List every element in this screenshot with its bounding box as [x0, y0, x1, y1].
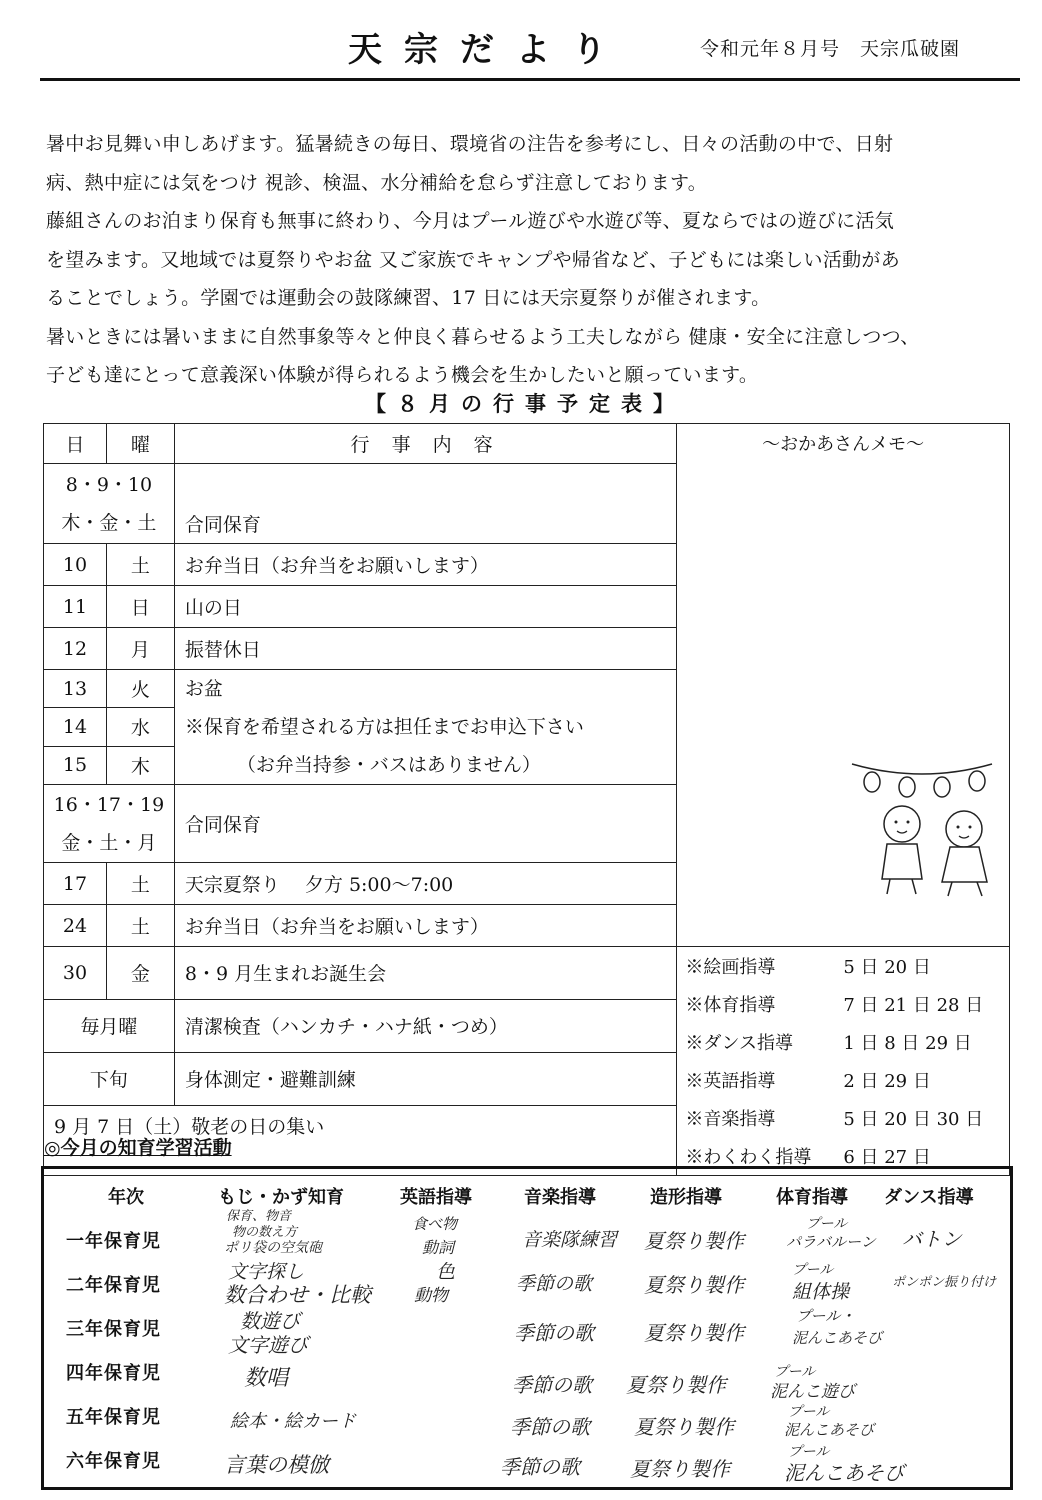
handwritten-note: プール — [788, 1444, 830, 1460]
handwritten-note: プール — [806, 1216, 848, 1232]
day: 12 — [44, 628, 107, 670]
row-content-obon — [174, 670, 676, 785]
day: 30 — [44, 947, 107, 1000]
row-content: 8・9 月生まれお誕生会 — [174, 947, 676, 1000]
handwritten-note: 文字探し — [228, 1261, 305, 1283]
handwritten-note: 季節の歌 — [512, 1373, 592, 1397]
handwritten-note: プール — [774, 1364, 816, 1380]
newsletter-title: 天宗だより — [348, 30, 628, 70]
guidance-dates: 6 日 27 日 — [843, 1147, 931, 1168]
intro-line: 子ども達にとって意義深い体験が得られるよう機会を生かしたいと願っています。 — [46, 364, 759, 386]
handwritten-note: 色 — [436, 1261, 456, 1283]
guidance-list — [677, 947, 1009, 1175]
row-content: 清潔検査（ハンカチ・ハナ紙・つめ） — [174, 999, 676, 1052]
day: 10 — [44, 544, 107, 586]
day: 16・17・19 — [53, 793, 165, 816]
row-content: 合同保育 — [174, 464, 676, 544]
guidance-name: ※絵画指導 — [685, 957, 776, 978]
guidance-name: ※英語指導 — [685, 1071, 776, 1092]
grade-label: 四年保育児 — [66, 1363, 161, 1384]
guidance-name: ※音楽指導 — [685, 1109, 776, 1130]
weekday: 土 — [106, 905, 174, 947]
col-header: ダンス指導 — [884, 1187, 974, 1208]
handwritten-note: ポリ袋の空気砲 — [224, 1240, 322, 1256]
row-content: 天宗夏祭り 夕方 5:00～7:00 — [174, 863, 676, 905]
handwritten-note: 季節の歌 — [510, 1415, 590, 1439]
handwritten-note: 夏祭り製作 — [644, 1229, 744, 1253]
col-header: 造形指導 — [650, 1187, 722, 1208]
schedule-table — [43, 423, 1010, 1176]
weekday: 木・金・土 — [61, 511, 157, 534]
row-content: 9 月 7 日（土）敬老の日の集い — [44, 1105, 677, 1175]
handwritten-note: 数遊び — [240, 1309, 300, 1333]
handwritten-note: プール — [792, 1262, 834, 1278]
row-content: 合同保育 — [174, 785, 676, 863]
handwritten-note: 動詞 — [422, 1238, 455, 1257]
guidance-name: ※わくわく指導 — [685, 1147, 812, 1168]
weekday: 月 — [106, 628, 174, 670]
intro-line: 藤組さんのお泊まり保育も無事に終わり、今月はプール遊びや水遊び等、夏ならではの遊びに活気 — [46, 210, 895, 232]
guidance-name: ※体育指導 — [685, 995, 776, 1016]
row-content: 振替休日 — [174, 628, 676, 670]
handwritten-note: 絵本・絵カード — [230, 1411, 356, 1432]
guidance-dates: 5 日 20 日 — [843, 957, 931, 978]
weekday: 日 — [106, 586, 174, 628]
handwritten-note: 食べ物 — [412, 1215, 458, 1233]
memo-area — [677, 424, 1010, 947]
handwritten-note: 数唱 — [244, 1366, 289, 1391]
guidance-area — [677, 947, 1010, 1176]
memo-title: ～おかあさんメモ～ — [762, 434, 925, 455]
schedule-title: 【８月の行事予定表】 — [365, 391, 685, 416]
grade-label: 六年保育児 — [66, 1451, 161, 1472]
activities-box — [41, 1166, 1013, 1490]
weekday: 土 — [106, 544, 174, 586]
col-header: 年次 — [108, 1187, 144, 1208]
grade-label: 二年保育児 — [66, 1275, 161, 1296]
header-rule — [40, 78, 1020, 81]
row-day-multi — [44, 785, 175, 863]
col-header: もじ・かず知育 — [218, 1187, 344, 1208]
day: 14 — [44, 708, 107, 746]
intro-text — [46, 125, 1021, 395]
handwritten-note: 動物 — [414, 1286, 448, 1306]
handwritten-note: バトン — [902, 1227, 962, 1251]
handwritten-note: 泥んこあそび — [784, 1421, 875, 1439]
intro-line: を望みます。又地域では夏祭りやお盆 又ご家族でキャンプや帰省など、子どもには楽しい活動があ — [46, 248, 901, 271]
row-content: お弁当日（お弁当をお願いします） — [174, 544, 676, 586]
guidance-dates: 2 日 29 日 — [843, 1071, 931, 1092]
handwritten-note: 夏祭り製作 — [626, 1373, 726, 1397]
weekday: 火 — [106, 670, 174, 708]
handwritten-note: パラバルーン — [786, 1233, 876, 1251]
col-header: 体育指導 — [776, 1187, 848, 1208]
festival-children-illustration — [842, 754, 1002, 904]
handwritten-note: 夏祭り製作 — [634, 1415, 734, 1439]
row-content: 身体測定・避難訓練 — [174, 1052, 676, 1105]
col-header: 英語指導 — [400, 1187, 472, 1208]
guidance-name: ※ダンス指導 — [685, 1033, 793, 1054]
intro-line: ることでしょう。学園では運動会の鼓隊練習、17 日には天宗夏祭りが催されます。 — [46, 287, 771, 309]
weekday: 金 — [106, 947, 174, 1000]
handwritten-note: 季節の歌 — [516, 1273, 593, 1295]
handwritten-note: 夏祭り製作 — [630, 1457, 730, 1481]
handwritten-note: 季節の歌 — [500, 1455, 580, 1479]
row-content: お弁当日（お弁当をお願いします） — [174, 905, 676, 947]
weekday: 水 — [106, 708, 174, 746]
intro-line: 暑中お見舞い申しあげます。猛暑続きの毎日、環境省の注告を参考にし、日々の活動の中で、日射 — [46, 133, 894, 155]
day: 13 — [44, 670, 107, 708]
day: 毎月曜 — [44, 999, 175, 1052]
day: 17 — [44, 863, 107, 905]
handwritten-note: 文字遊び — [228, 1333, 308, 1357]
header-content: 行 事 内 容 — [174, 424, 676, 464]
handwritten-note: 泥んこあそび — [792, 1329, 883, 1347]
handwritten-note: プール・ — [796, 1307, 856, 1325]
handwritten-note: 保育、物音 — [226, 1209, 292, 1224]
intro-line: 暑いときには暑いままに自然事象等々と仲良く暮らせるよう工夫しながら 健康・安全に注意しつつ、 — [46, 325, 920, 348]
handwritten-note: プール — [788, 1404, 830, 1420]
handwritten-note: 組体操 — [792, 1281, 850, 1303]
grade-label: 三年保育児 — [66, 1319, 161, 1340]
handwritten-note: 音楽隊練習 — [522, 1229, 618, 1251]
header-day: 日 — [44, 424, 107, 464]
handwritten-note: 泥んこ遊び — [770, 1382, 855, 1402]
handwritten-note: 物の数え方 — [232, 1225, 298, 1240]
weekday: 木 — [106, 746, 174, 784]
day: 11 — [44, 586, 107, 628]
handwritten-note: 泥んこあそび — [784, 1461, 904, 1485]
activities-title: ◎今月の知育学習活動 — [44, 1137, 232, 1159]
weekday: 金・土・月 — [61, 831, 157, 854]
col-header: 音楽指導 — [524, 1187, 596, 1208]
row-day-multi — [44, 464, 175, 544]
guidance-dates: 7 日 21 日 28 日 — [843, 995, 984, 1016]
day: 24 — [44, 905, 107, 947]
grade-label: 一年保育児 — [66, 1231, 161, 1252]
grade-label: 五年保育児 — [66, 1407, 161, 1428]
guidance-dates: 1 日 8 日 29 日 — [843, 1033, 972, 1054]
day: 下旬 — [44, 1052, 175, 1105]
guidance-dates: 5 日 20 日 30 日 — [843, 1109, 984, 1130]
issue-info: 令和元年８月号 天宗瓜破園 — [700, 38, 961, 60]
day: 15 — [44, 746, 107, 784]
handwritten-note: ポンポン振り付け — [892, 1275, 997, 1290]
header-weekday: 曜 — [106, 424, 174, 464]
handwritten-note: 夏祭り製作 — [644, 1321, 744, 1345]
obon-line: ※保育を希望される方は担任までお申込下さい — [184, 716, 584, 738]
weekday: 土 — [106, 863, 174, 905]
day: 8・9・10 — [65, 473, 153, 496]
obon-line: （お弁当持参・バスはありません） — [236, 754, 541, 776]
handwritten-note: 夏祭り製作 — [644, 1273, 744, 1297]
row-content: 山の日 — [174, 586, 676, 628]
intro-line: 病、熱中症には気をつけ 視診、検温、水分補給を怠らず注意しております。 — [46, 171, 708, 194]
handwritten-note: 数合わせ・比較 — [224, 1283, 371, 1307]
obon-line: お盆 — [184, 678, 223, 700]
handwritten-note: 季節の歌 — [514, 1321, 594, 1345]
handwritten-note: 言葉の模倣 — [224, 1453, 329, 1477]
